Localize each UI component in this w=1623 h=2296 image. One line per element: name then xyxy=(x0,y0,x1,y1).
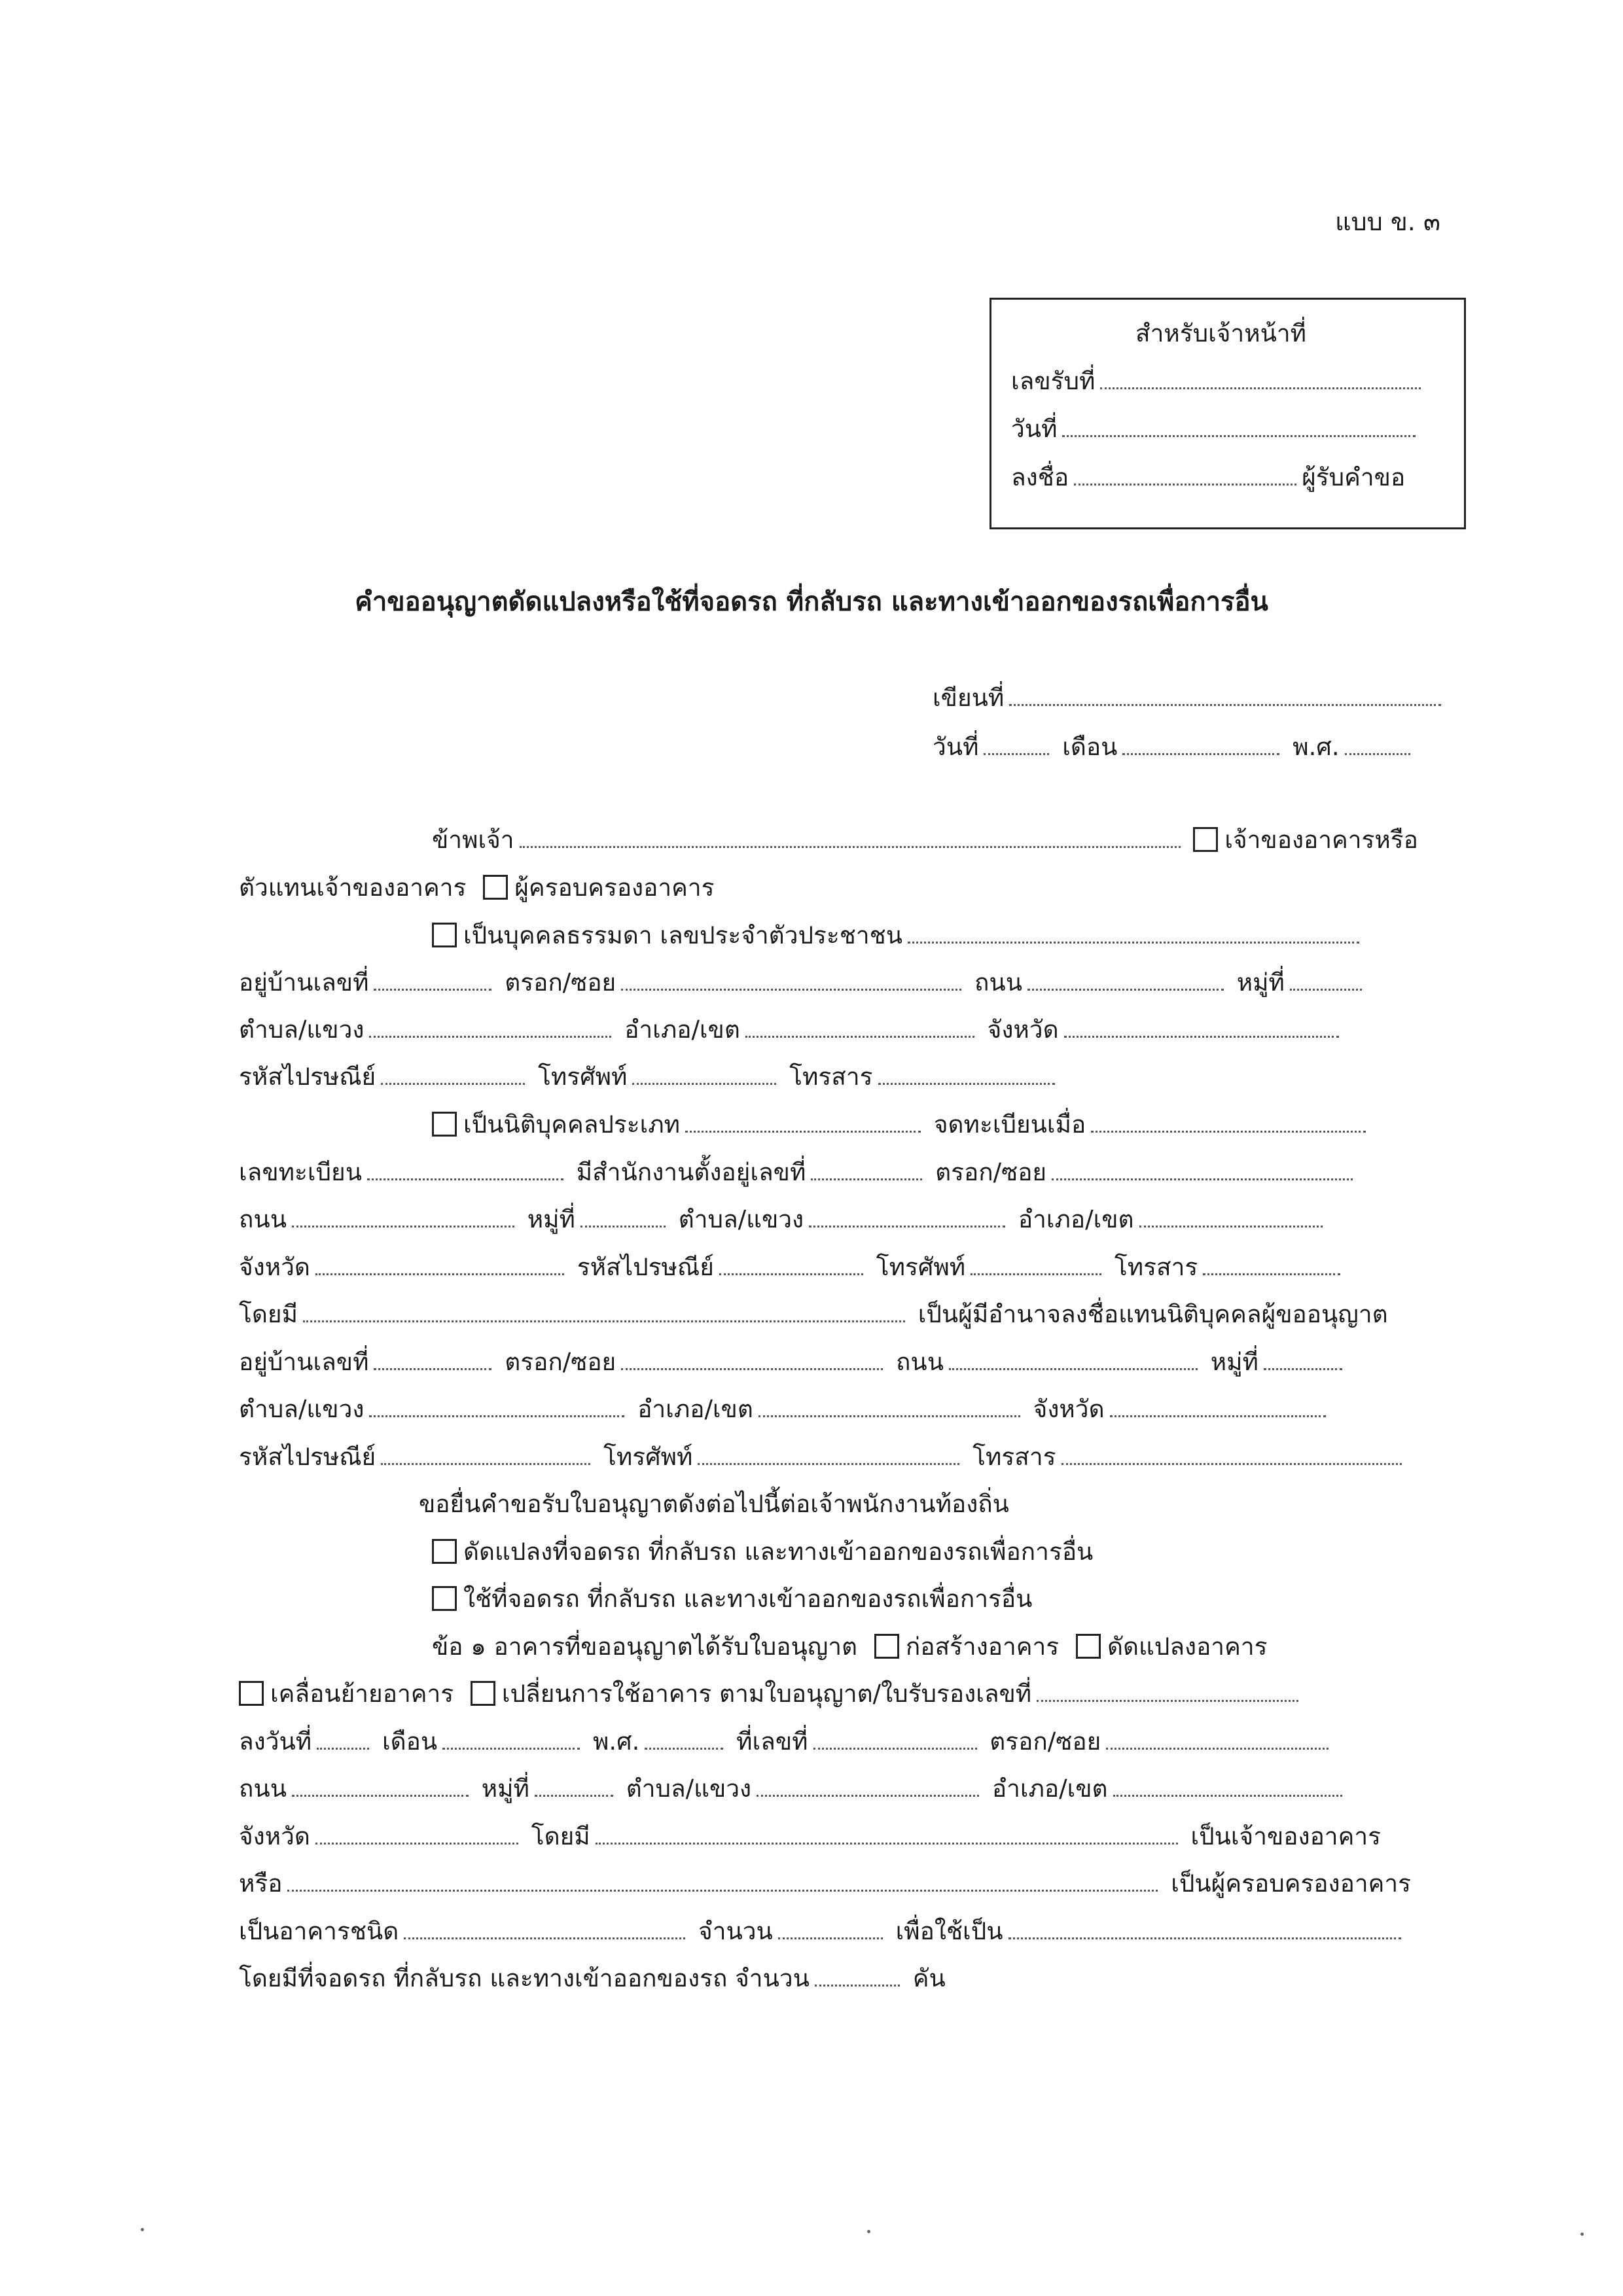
juristic-address-row-1 xyxy=(239,1205,1328,1234)
office-subdistrict-label: ตำบล/แขวง xyxy=(678,1205,804,1233)
item1-occupant-name-field[interactable] xyxy=(287,1889,1158,1892)
natural-person-row xyxy=(432,921,1364,950)
reg-no-field[interactable] xyxy=(367,1178,563,1180)
building-type-field[interactable] xyxy=(404,1937,685,1939)
item1-row xyxy=(432,1633,1267,1661)
auth-alley-label: ตรอก/ซอย xyxy=(505,1348,616,1376)
postal-field[interactable] xyxy=(381,1082,525,1085)
phone-label: โทรศัพท์ xyxy=(537,1063,628,1091)
auth-province-label: จังหวัด xyxy=(1033,1395,1105,1423)
national-id-field[interactable] xyxy=(908,941,1359,944)
office-moo-label: หมู่ที่ xyxy=(527,1205,575,1233)
item1-by-label: โดยมี xyxy=(531,1822,590,1850)
item1-row-3 xyxy=(239,1727,1334,1756)
dated-year-field[interactable] xyxy=(645,1747,723,1750)
staff-sign-field[interactable] xyxy=(1074,483,1296,486)
move-building-checkbox[interactable] xyxy=(239,1681,264,1706)
date-year-label: พ.ศ. xyxy=(1293,733,1340,761)
authorized-name-field[interactable] xyxy=(303,1320,905,1322)
office-fax-label: โทรสาร xyxy=(1114,1253,1198,1281)
use-as-field[interactable] xyxy=(1008,1937,1401,1939)
house-no-field[interactable] xyxy=(374,988,491,991)
alley-label: ตรอก/ซอย xyxy=(505,968,616,997)
item1-alley-field[interactable] xyxy=(1106,1747,1329,1750)
receipt-no-field[interactable] xyxy=(1100,387,1421,389)
request-use-row xyxy=(432,1585,1032,1614)
office-district-label: อำเภอ/เขต xyxy=(1018,1205,1134,1233)
district-label: อำเภอ/เขต xyxy=(624,1016,740,1044)
auth-postal-label: รหัสไปรษณีย์ xyxy=(239,1443,376,1471)
move-building-label: เคลื่อนย้ายอาคาร xyxy=(270,1680,454,1708)
staff-use-box xyxy=(990,298,1466,529)
auth-subdistrict-label: ตำบล/แขวง xyxy=(239,1395,365,1423)
request-modify-row xyxy=(432,1538,1093,1566)
authorized-label: เป็นผู้มีอำนาจลงชื่อแทนนิติบุคคลผู้ขออนุญาต xyxy=(918,1300,1388,1328)
dated-month-field[interactable] xyxy=(442,1747,580,1750)
staff-date-row xyxy=(1011,410,1421,448)
construct-checkbox[interactable] xyxy=(874,1634,899,1659)
alley-field[interactable] xyxy=(621,988,961,991)
item1-district-field[interactable] xyxy=(1113,1794,1342,1797)
auth-moo-field[interactable] xyxy=(1264,1368,1342,1370)
written-at-row xyxy=(933,684,1446,713)
juristic-address-row-2 xyxy=(239,1253,1346,1282)
item1-subdistrict-label: ตำบล/แขวง xyxy=(626,1775,752,1803)
address-row-1 xyxy=(239,968,1367,997)
receiver-label: ผู้รับคำขอ xyxy=(1302,463,1406,491)
date-month-label: เดือน xyxy=(1062,733,1118,761)
date-year-field[interactable] xyxy=(1345,752,1410,755)
address-row-2 xyxy=(239,1016,1344,1044)
office-district-field[interactable] xyxy=(1139,1225,1323,1227)
subdistrict-label: ตำบล/แขวง xyxy=(239,1016,365,1044)
i-label: ข้าพเจ้า xyxy=(432,826,514,854)
occupant-label: ผู้ครอบครองอาคาร xyxy=(514,874,715,902)
item1-row-7 xyxy=(239,1917,1406,1946)
house-no-label: อยู่บ้านเลขที่ xyxy=(239,968,369,997)
auth-district-field[interactable] xyxy=(758,1415,1020,1417)
office-postal-field[interactable] xyxy=(719,1273,863,1275)
item1-lead: ข้อ ๑ อาคารที่ขออนุญาตได้รับใบอนุญาต xyxy=(432,1633,858,1661)
authorized-address-row-3 xyxy=(239,1443,1407,1472)
office-road-field[interactable] xyxy=(292,1225,514,1227)
subdistrict-field[interactable] xyxy=(369,1035,611,1038)
dated-day-field[interactable] xyxy=(317,1747,369,1750)
office-province-field[interactable] xyxy=(315,1273,564,1275)
auth-road-label: ถนน xyxy=(896,1348,944,1376)
date-row xyxy=(933,733,1416,762)
office-province-label: จังหวัด xyxy=(239,1253,310,1281)
item1-row-5 xyxy=(239,1822,1381,1851)
use-as-label: เพื่อใช้เป็น xyxy=(895,1917,1003,1945)
registered-when-label: จดทะเบียนเมื่อ xyxy=(933,1110,1086,1139)
authorized-row xyxy=(239,1300,1388,1329)
juristic-row xyxy=(432,1110,1371,1139)
auth-province-field[interactable] xyxy=(1110,1415,1326,1417)
item1-subdistrict-field[interactable] xyxy=(757,1794,979,1797)
auth-alley-field[interactable] xyxy=(621,1368,883,1370)
item1-alley-label: ตรอก/ซอย xyxy=(990,1727,1101,1756)
dated-month-label: เดือน xyxy=(382,1727,438,1756)
form-code: แบบ ข. ๓ xyxy=(1335,207,1440,236)
authorized-address-row-1 xyxy=(239,1348,1347,1377)
owner-agent-label: ตัวแทนเจ้าของอาคาร xyxy=(239,874,467,902)
auth-moo-label: หมู่ที่ xyxy=(1210,1348,1258,1376)
province-label: จังหวัด xyxy=(987,1016,1059,1044)
modify-building-checkbox[interactable] xyxy=(1076,1634,1101,1659)
applicant-name-field[interactable] xyxy=(520,845,1181,848)
auth-house-no-field[interactable] xyxy=(374,1368,491,1370)
auth-road-field[interactable] xyxy=(949,1368,1198,1370)
scan-speck xyxy=(1580,2233,1584,2236)
office-postal-label: รหัสไปรษณีย์ xyxy=(577,1253,714,1281)
authorized-by-label: โดยมี xyxy=(239,1300,298,1328)
item1-moo-field[interactable] xyxy=(535,1794,613,1797)
license-no-field[interactable] xyxy=(1037,1699,1298,1702)
item1-row-6 xyxy=(239,1869,1411,1898)
auth-house-no-label: อยู่บ้านเลขที่ xyxy=(239,1348,369,1376)
staff-sign-label: ลงชื่อ xyxy=(1011,463,1069,491)
postal-label: รหัสไปรษณีย์ xyxy=(239,1063,376,1091)
modify-building-label: ดัดแปลงอาคาร xyxy=(1107,1633,1268,1661)
registered-when-field[interactable] xyxy=(1091,1130,1366,1133)
address-row-3 xyxy=(239,1063,1060,1091)
juristic-checkbox[interactable] xyxy=(432,1112,457,1137)
building-type-label: เป็นอาคารชนิด xyxy=(239,1917,399,1945)
phone-field[interactable] xyxy=(632,1082,776,1085)
use-parking-checkbox[interactable] xyxy=(432,1586,457,1611)
office-alley-field[interactable] xyxy=(1052,1178,1353,1180)
auth-postal-field[interactable] xyxy=(381,1462,590,1465)
auth-fax-label: โทรสาร xyxy=(972,1443,1056,1471)
auth-subdistrict-field[interactable] xyxy=(369,1415,624,1417)
date-day-label: วันที่ xyxy=(933,733,979,761)
office-subdistrict-field[interactable] xyxy=(809,1225,1005,1227)
item1-owner-name-field[interactable] xyxy=(596,1842,1178,1845)
office-fax-field[interactable] xyxy=(1203,1273,1340,1275)
reg-no-label: เลขทะเบียน xyxy=(239,1158,362,1186)
is-occupant-label: เป็นผู้ครอบครองอาคาร xyxy=(1171,1869,1411,1898)
auth-phone-label: โทรศัพท์ xyxy=(603,1443,693,1471)
staff-date-label: วันที่ xyxy=(1011,415,1058,443)
staff-sign-row xyxy=(1011,458,1405,497)
juristic-label: เป็นนิติบุคคลประเภท xyxy=(463,1110,681,1139)
province-field[interactable] xyxy=(1064,1035,1339,1038)
office-phone-label: โทรศัพท์ xyxy=(876,1253,966,1281)
item1-row-2 xyxy=(239,1680,1304,1708)
at-no-label: ที่เลขที่ xyxy=(736,1727,808,1756)
item1-road-label: ถนน xyxy=(239,1775,287,1803)
change-use-checkbox[interactable] xyxy=(471,1681,495,1706)
occupant-checkbox[interactable] xyxy=(483,875,508,900)
office-alley-label: ตรอก/ซอย xyxy=(935,1158,1047,1186)
parking-unit-label: คัน xyxy=(912,1964,946,1992)
receipt-no-label: เลขรับที่ xyxy=(1011,367,1096,395)
item1-province-label: จังหวัด xyxy=(239,1822,310,1850)
staff-receipt-row xyxy=(1011,362,1426,400)
parking-count-label: โดยมีที่จอดรถ ที่กลับรถ และทางเข้าออกของรถ จำนวน xyxy=(239,1964,810,1992)
office-road-label: ถนน xyxy=(239,1205,287,1233)
dated-label: ลงวันที่ xyxy=(239,1727,312,1756)
is-owner-label: เป็นเจ้าของอาคาร xyxy=(1190,1822,1381,1850)
item1-moo-label: หมู่ที่ xyxy=(481,1775,529,1803)
owner-checkbox[interactable] xyxy=(1193,827,1218,852)
construct-label: ก่อสร้างอาคาร xyxy=(905,1633,1060,1661)
item1-province-field[interactable] xyxy=(315,1842,518,1845)
office-no-field[interactable] xyxy=(811,1178,922,1180)
request-intro: ขอยื่นคำขอรับใบอนุญาตดังต่อไปนี้ต่อเจ้าพนักงานท้องถิ่น xyxy=(419,1490,1009,1518)
auth-district-label: อำเภอ/เขต xyxy=(637,1395,753,1423)
parking-count-field[interactable] xyxy=(815,1984,900,1987)
modify-parking-checkbox[interactable] xyxy=(432,1539,457,1564)
at-no-field[interactable] xyxy=(813,1747,977,1750)
written-at-field[interactable] xyxy=(1009,703,1441,706)
office-no-label: มีสำนักงานตั้งอยู่เลขที่ xyxy=(576,1158,806,1186)
item1-row-8 xyxy=(239,1964,946,1993)
staff-date-field[interactable] xyxy=(1062,434,1416,437)
date-day-field[interactable] xyxy=(984,752,1049,755)
authorized-address-row-2 xyxy=(239,1395,1331,1424)
juristic-reg-row xyxy=(239,1158,1358,1187)
juristic-type-field[interactable] xyxy=(685,1130,921,1133)
building-count-field[interactable] xyxy=(778,1937,883,1939)
scan-speck xyxy=(141,2228,144,2231)
item1-row-4 xyxy=(239,1775,1347,1803)
agent-row xyxy=(239,874,715,902)
road-label: ถนน xyxy=(974,968,1023,997)
natural-person-label: เป็นบุคคลธรรมดา เลขประจำตัวประชาชน xyxy=(463,921,903,949)
written-at-label: เขียนที่ xyxy=(933,684,1005,712)
item1-road-field[interactable] xyxy=(292,1794,469,1797)
dated-year-label: พ.ศ. xyxy=(592,1727,640,1756)
modify-parking-label: ดัดแปลงที่จอดรถ ที่กลับรถ และทางเข้าออกของรถเพื่อการอื่น xyxy=(463,1538,1094,1566)
auth-fax-field[interactable] xyxy=(1061,1462,1402,1465)
item1-district-label: อำเภอ/เขต xyxy=(991,1775,1108,1803)
road-field[interactable] xyxy=(1027,988,1224,991)
office-moo-field[interactable] xyxy=(580,1225,666,1227)
building-count-label: จำนวน xyxy=(698,1917,773,1945)
form-title: คำขออนุญาตดัดแปลงหรือใช้ที่จอดรถ ที่กลับรถ และทางเข้าออกของรถเพื่อการอื่น xyxy=(355,587,1268,617)
use-parking-label: ใช้ที่จอดรถ ที่กลับรถ และทางเข้าออกของรถเพื่อการอื่น xyxy=(463,1585,1033,1613)
date-month-field[interactable] xyxy=(1122,752,1279,755)
district-field[interactable] xyxy=(745,1035,974,1038)
fax-label: โทรสาร xyxy=(789,1063,873,1091)
owner-label: เจ้าของอาคารหรือ xyxy=(1224,826,1418,854)
change-use-label: เปลี่ยนการใช้อาคาร ตามใบอนุญาต/ใบรับรองเลขที่ xyxy=(501,1680,1032,1708)
item1-or-label: หรือ xyxy=(239,1869,283,1898)
staff-box-title: สำหรับเจ้าหน้าที่ xyxy=(1135,319,1307,347)
moo-field[interactable] xyxy=(1290,988,1362,991)
fax-field[interactable] xyxy=(878,1082,1055,1085)
auth-phone-field[interactable] xyxy=(698,1462,959,1465)
natural-person-checkbox[interactable] xyxy=(432,923,457,947)
applicant-row xyxy=(432,826,1418,855)
office-phone-field[interactable] xyxy=(971,1273,1101,1275)
scan-speck xyxy=(867,2230,870,2233)
moo-label: หมู่ที่ xyxy=(1236,968,1285,997)
